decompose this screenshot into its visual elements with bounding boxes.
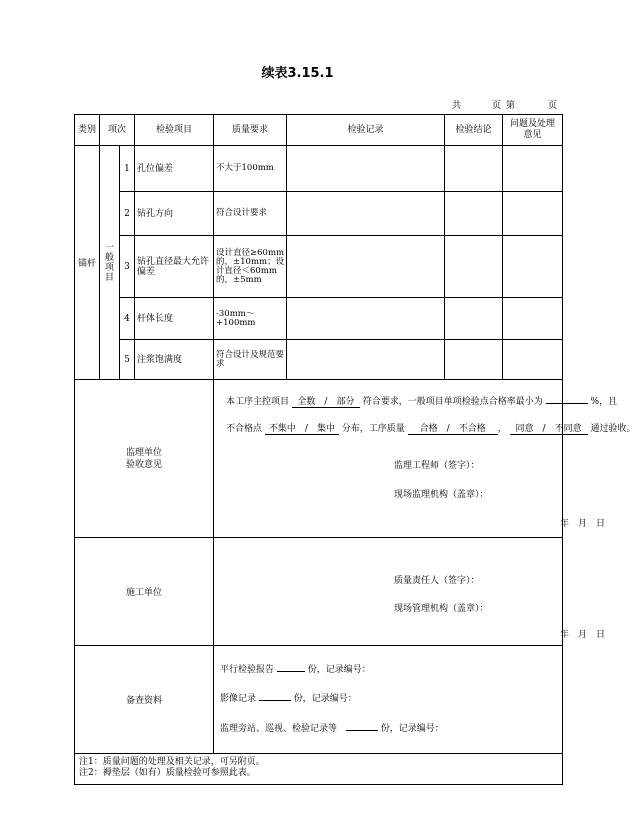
page-unit-label-2: 页 <box>548 101 558 111</box>
separator: / <box>304 424 308 434</box>
supervision-row <box>75 380 563 538</box>
notes-cell <box>75 754 563 785</box>
separator: / <box>324 397 328 407</box>
header-record: 检验记录 <box>287 115 445 146</box>
row-req: 设计直径≥60mm的，±10mm；设计直径＜60mm的，±5mm <box>214 236 287 298</box>
supervision-text: 通过验收。 <box>590 424 635 434</box>
pass-rate-field[interactable] <box>546 392 588 404</box>
reference-text: 平行检验报告 <box>220 665 275 675</box>
supervision-text: %，且 <box>590 397 618 407</box>
reference-text: 份，记录编号： <box>307 665 371 675</box>
construction-org-seal-label: 现场管理机构（盖章）： <box>394 604 489 614</box>
notes-row <box>75 754 563 785</box>
separator: / <box>542 424 546 434</box>
row-item: 注浆饱满度 <box>135 340 214 380</box>
row-req: 符合设计及规范要求 <box>214 340 287 380</box>
record-cell[interactable] <box>287 298 445 340</box>
supervision-record-count[interactable] <box>346 719 378 731</box>
approval-options[interactable] <box>510 421 588 435</box>
option-agree: 同意 <box>515 424 534 434</box>
reference-label: 备查资料 <box>75 646 214 754</box>
supervision-org-seal-label: 现场监理机构（盖章）： <box>394 490 489 500</box>
row-no: 4 <box>120 298 135 340</box>
record-cell[interactable] <box>287 146 445 192</box>
construction-date: 年 月 日 <box>560 630 606 640</box>
supervision-content <box>214 380 635 538</box>
row-req: 符合设计要求 <box>214 192 287 236</box>
responsible-signature-label: 质量责任人（签字）： <box>394 576 480 586</box>
reference-text: 监理旁站、巡视、检验记录等 <box>220 724 338 734</box>
distribution-options[interactable] <box>265 421 339 435</box>
row-item: 钻孔方向 <box>135 192 214 236</box>
issue-cell[interactable] <box>503 340 563 380</box>
option-not-concentrated: 不集中 <box>268 424 296 434</box>
header-inspection-item: 检验项目 <box>135 115 214 146</box>
table-row <box>75 146 563 192</box>
reference-text: 份，记录编号： <box>293 694 357 704</box>
row-no: 5 <box>120 340 135 380</box>
supervision-text: 不合格点 <box>226 424 263 434</box>
row-item: 孔位偏差 <box>135 146 214 192</box>
supervision-text: 分布，工序质量 <box>341 424 405 434</box>
construction-row <box>75 538 563 646</box>
supervision-text: 本工序主控项目 <box>226 397 290 407</box>
page-number-label: 第 <box>506 101 516 111</box>
supervision-text: 符合要求，一般项目单项检验点合格率最小为 <box>362 397 543 407</box>
header-conclusion: 检验结论 <box>445 115 503 146</box>
row-no: 2 <box>120 192 135 236</box>
group-cell <box>100 146 120 380</box>
image-record-count[interactable] <box>259 689 291 701</box>
table-row <box>75 192 563 236</box>
page-total-label: 共 <box>452 101 462 111</box>
conclusion-cell[interactable] <box>445 298 503 340</box>
reference-text: 份，记录编号： <box>380 724 444 734</box>
option-pass: 合格 <box>419 424 438 434</box>
conclusion-cell[interactable] <box>445 340 503 380</box>
conclusion-cell[interactable] <box>445 192 503 236</box>
reference-content <box>214 646 563 754</box>
header-row <box>75 115 563 146</box>
header-issue: 问题及处理意见 <box>503 115 563 146</box>
issue-cell[interactable] <box>503 192 563 236</box>
engineer-signature-label: 监理工程师（签字）： <box>394 461 480 471</box>
row-item: 钻孔直径最大允许偏差 <box>135 236 214 298</box>
page-title: 续表3.15.1 <box>261 66 334 81</box>
inspection-table <box>74 114 635 785</box>
conclusion-cell[interactable] <box>445 236 503 298</box>
option-concentrated: 集中 <box>316 424 335 434</box>
row-no: 3 <box>120 236 135 298</box>
construction-label: 施工单位 <box>75 538 214 646</box>
table-row <box>75 340 563 380</box>
supervision-date: 年 月 日 <box>560 519 606 529</box>
option-part: 部分 <box>336 397 355 407</box>
row-req: 不大于100mm <box>214 146 287 192</box>
page-unit-label: 页 <box>492 101 502 111</box>
conclusion-cell[interactable] <box>445 146 503 192</box>
issue-cell[interactable] <box>503 146 563 192</box>
record-cell[interactable] <box>287 192 445 236</box>
reference-row <box>75 646 563 754</box>
issue-cell[interactable] <box>503 236 563 298</box>
issue-cell[interactable] <box>503 298 563 340</box>
row-item: 杆体长度 <box>135 298 214 340</box>
record-cell[interactable] <box>287 340 445 380</box>
quality-options[interactable] <box>408 421 498 435</box>
note-2: 注2：褥垫层（如有）质量检验可参照此表。 <box>79 768 256 778</box>
note-1: 注1：质量问题的处理及相关记录，可另附页。 <box>79 757 265 767</box>
header-item-no: 项次 <box>100 115 135 146</box>
supervision-label: 监理单位验收意见 <box>125 447 162 470</box>
parallel-report-count[interactable] <box>277 660 305 672</box>
separator: / <box>446 424 450 434</box>
record-cell[interactable] <box>287 236 445 298</box>
construction-content <box>214 538 606 646</box>
table-row <box>75 236 563 298</box>
header-quality-req: 质量要求 <box>214 115 287 146</box>
option-disagree: 不同意 <box>554 424 582 434</box>
row-no: 1 <box>120 146 135 192</box>
reference-text: 影像记录 <box>220 694 257 704</box>
option-all: 全数 <box>297 397 316 407</box>
header-category: 类别 <box>75 115 100 146</box>
supervision-label-cell <box>75 380 214 538</box>
supervision-text: ， <box>497 424 507 434</box>
table-row <box>75 298 563 340</box>
scope-options[interactable] <box>292 394 360 408</box>
category-cell: 锚杆 <box>75 146 100 380</box>
group-label: 一般项目 <box>104 242 114 283</box>
option-fail: 不合格 <box>458 424 486 434</box>
row-req: -30mm～+100mm <box>214 298 287 340</box>
